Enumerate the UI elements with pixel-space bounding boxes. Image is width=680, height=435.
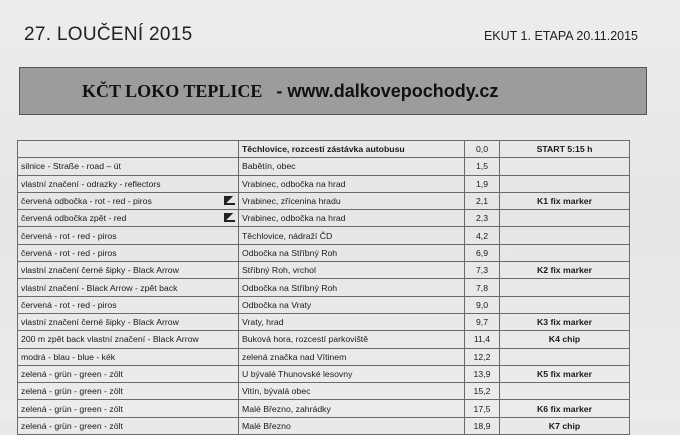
table-row (18, 175, 630, 192)
checkpoint-cell (500, 400, 630, 417)
marking-cell-text: modrá - blau - blue - kék (21, 351, 116, 362)
checkpoint-cell (500, 365, 630, 382)
place-cell (239, 383, 465, 400)
place-cell-text: Vrabinec, odbočka na hrad (242, 213, 346, 224)
checkpoint-cell-text: K6 fix marker (536, 403, 593, 414)
marking-cell (18, 192, 239, 209)
km-cell (465, 141, 500, 158)
place-cell-text: Babětín, obec (242, 161, 296, 172)
checkpoint-cell (500, 331, 630, 348)
km-cell-text: 4,2 (475, 230, 489, 241)
place-cell (239, 400, 465, 417)
km-cell (465, 158, 500, 175)
table-row (18, 158, 630, 175)
km-cell-text: 1,5 (475, 161, 489, 172)
checkpoint-cell (500, 296, 630, 313)
place-cell (239, 227, 465, 244)
marking-cell-text: červená - rot - red - piros (21, 247, 117, 258)
marking-cell (18, 383, 239, 400)
marking-cell-text: červená - rot - red - piros (21, 299, 117, 310)
table-row (18, 331, 630, 348)
table-row (18, 365, 630, 382)
marking-cell (18, 158, 239, 175)
km-cell (465, 313, 500, 330)
km-cell (465, 348, 500, 365)
turn-flag-icon (224, 213, 235, 222)
place-cell (239, 262, 465, 279)
marking-cell (18, 227, 239, 244)
place-cell (239, 313, 465, 330)
table-row (18, 262, 630, 279)
table-row (18, 227, 630, 244)
place-cell-text: zelená značka nad Vítinem (242, 351, 347, 362)
place-cell (239, 244, 465, 261)
km-cell-text: 0,0 (475, 144, 489, 155)
place-cell (239, 296, 465, 313)
place-cell-text: U bývalé Thunovské lesovny (242, 369, 353, 379)
marking-cell (18, 210, 239, 227)
km-cell (465, 192, 500, 209)
place-cell-text: Odbočka na Vraty (242, 299, 312, 310)
place-cell (239, 192, 465, 209)
checkpoint-cell (500, 262, 630, 279)
place-cell (239, 279, 465, 296)
event-title: 27. LOUČENÍ 2015 (24, 24, 193, 45)
checkpoint-cell-text: START 5:15 h (536, 144, 593, 155)
marking-cell-text: zelená - grün - green - zölt (21, 420, 123, 431)
place-cell (239, 158, 465, 175)
marking-cell (18, 313, 239, 330)
km-cell-text: 2,3 (475, 213, 489, 224)
marking-cell (18, 175, 239, 192)
km-cell (465, 365, 500, 382)
club-name: KČT LOKO TEPLICE (82, 80, 263, 101)
km-cell (465, 279, 500, 296)
place-cell-text: Vitín, bývalá obec (242, 386, 311, 397)
place-cell-text: Odbočka na Stříbný Roh (242, 282, 338, 293)
km-cell-text: 18,9 (473, 420, 491, 431)
marking-cell-text: zelená - grün - green - zölt (21, 386, 123, 397)
km-cell-text: 17,5 (473, 403, 491, 414)
marking-cell (18, 296, 239, 313)
place-cell-text: Odbočka na Stříbný Roh (242, 247, 338, 258)
km-cell-text: 15,2 (473, 386, 491, 397)
marking-cell-text: vlastní značení - odrazky - reflectors (21, 178, 161, 189)
place-cell (239, 175, 465, 192)
checkpoint-cell-text: K5 fix marker (536, 369, 593, 379)
turn-flag-icon (224, 196, 235, 205)
marking-cell (18, 400, 239, 417)
marking-cell-text: zelená - grün - green - zölt (21, 403, 123, 414)
club-banner (19, 67, 647, 115)
km-cell (465, 262, 500, 279)
km-cell-text: 13,9 (473, 369, 491, 379)
table-row (18, 244, 630, 261)
checkpoint-cell (500, 348, 630, 365)
table-row (18, 400, 630, 417)
km-cell-text: 12,2 (473, 351, 491, 362)
table-row (18, 210, 630, 227)
marking-cell-text: 200 m zpět back vlastní značení - Black Arrow (21, 334, 199, 345)
route-table (17, 140, 630, 435)
table-row (18, 192, 630, 209)
marking-cell-text: vlastní značení černé šipky - Black Arrow (21, 265, 179, 276)
place-cell-text: Vraty, hrad (242, 317, 284, 328)
km-cell (465, 331, 500, 348)
checkpoint-cell (500, 383, 630, 400)
checkpoint-cell (500, 313, 630, 330)
marking-cell-text: červená odbočka - rot - red - piros (21, 196, 152, 207)
marking-cell-text: vlastní značení černé šipky - Black Arrow (21, 317, 179, 328)
km-cell-text: 9,7 (475, 317, 489, 328)
checkpoint-cell (500, 175, 630, 192)
place-cell-text: Buková hora, rozcestí parkoviště (242, 334, 369, 345)
km-cell-text: 9,0 (475, 299, 489, 310)
place-cell (239, 365, 465, 382)
table-row (18, 313, 630, 330)
checkpoint-cell-text: K1 fix marker (536, 196, 593, 207)
place-cell (239, 331, 465, 348)
km-cell (465, 296, 500, 313)
checkpoint-cell (500, 279, 630, 296)
place-cell-text: Těchlovice, nádraží ČD (242, 230, 333, 241)
place-cell-text: Malé Březno, zahrádky (242, 403, 331, 414)
place-cell-text: Vrabinec, odbočka na hrad (242, 178, 346, 189)
place-cell-text: Malé Březno (242, 420, 291, 431)
marking-cell (18, 262, 239, 279)
km-cell (465, 383, 500, 400)
marking-cell (18, 141, 239, 158)
km-cell-text: 7,8 (475, 282, 489, 293)
checkpoint-cell (500, 244, 630, 261)
marking-cell-text: zelená - grün - green - zölt (21, 369, 123, 379)
club-website: - www.dalkovepochody.cz (276, 80, 499, 101)
table-row (18, 141, 630, 158)
place-cell-text: Vrabinec, zřícenina hradu (242, 196, 341, 207)
place-cell-text: Stříbný Roh, vrchol (242, 265, 316, 276)
checkpoint-cell-text: K4 chip (548, 334, 581, 345)
marking-cell-text: červená odbočka zpět - red (21, 213, 127, 224)
checkpoint-cell (500, 192, 630, 209)
checkpoint-cell (500, 158, 630, 175)
km-cell-text: 11,4 (473, 334, 491, 345)
checkpoint-cell (500, 141, 630, 158)
place-cell (239, 348, 465, 365)
place-cell-text: Těchlovice, rozcestí zástávka autobusu (242, 144, 405, 155)
km-cell (465, 175, 500, 192)
table-row (18, 348, 630, 365)
table-row (18, 279, 630, 296)
marking-cell (18, 331, 239, 348)
checkpoint-cell-text: K3 fix marker (536, 317, 593, 328)
marking-cell (18, 244, 239, 261)
stage-info: EKUT 1. ETAPA 20.11.2015 (483, 29, 638, 43)
km-cell (465, 244, 500, 261)
checkpoint-cell-text: K2 fix marker (536, 265, 593, 276)
marking-cell-text: silnice - Straße - road – út (21, 161, 121, 172)
marking-cell (18, 365, 239, 382)
place-cell (239, 210, 465, 227)
table-row (18, 383, 630, 400)
km-cell-text: 7,3 (475, 265, 489, 276)
checkpoint-cell (500, 227, 630, 244)
km-cell (465, 227, 500, 244)
km-cell-text: 6,9 (475, 247, 489, 258)
table-row (18, 296, 630, 313)
marking-cell-text: vlastní značení - Black Arrow - zpět back (21, 282, 178, 293)
checkpoint-cell-text: K7 chip (548, 420, 581, 431)
km-cell-text: 1,9 (475, 178, 489, 189)
km-cell (465, 210, 500, 227)
km-cell (465, 400, 500, 417)
km-cell-text: 2,1 (475, 196, 489, 207)
marking-cell (18, 348, 239, 365)
checkpoint-cell (500, 210, 630, 227)
place-cell (239, 141, 465, 158)
marking-cell (18, 279, 239, 296)
marking-cell-text: červená - rot - red - piros (21, 230, 117, 241)
